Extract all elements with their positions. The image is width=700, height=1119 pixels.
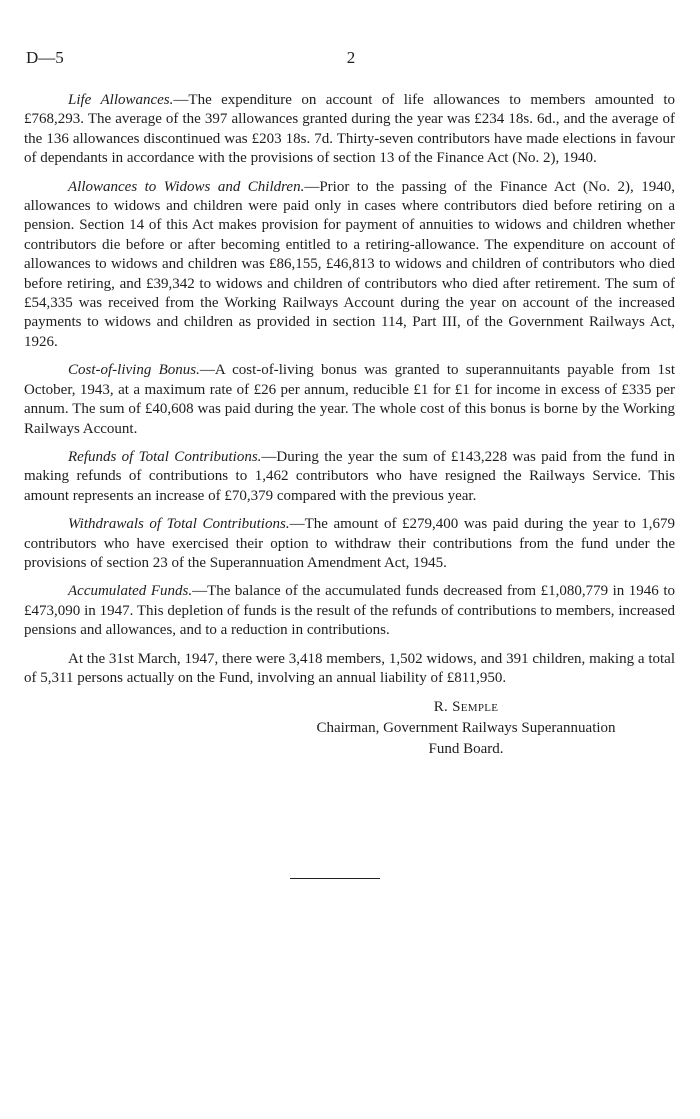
paragraph-title: Refunds of Total Contributions. (68, 448, 262, 465)
report-body (24, 91, 675, 760)
paragraph-text: —The expenditure on account of life allowances to members amounted to £768,293. The average of the 397 allowances granted during the year was £234 18s. 6d., and the average of the 136 allowances discontinued was £203 18s. 7d. Thirty-seven contributors have made elections in favour of dependants in accordance with the provisions of section 13 of the Finance Act (No. 2), 1940. (24, 92, 675, 167)
paragraph-title: Allowances to Widows and Children. (68, 178, 305, 195)
paragraph-membership-summary (24, 650, 675, 689)
paragraph-refunds (24, 448, 675, 506)
paragraph-title: Life Allowances. (68, 92, 174, 108)
paragraph-widows-children (24, 178, 675, 353)
paragraph-text: —The amount of £279,400 was paid during the year to 1,679 contributors who have exercised their option to withdraw their contributions from the fund under the provisions of section 23 of the Superannuation Amendment Act, 1945. (24, 516, 675, 571)
paragraph-text: —During the year the sum of £143,228 was paid from the fund in making refunds of contributions to 1,462 contributors who have resigned the Railways Service. This amount represents an increase of £70,379 compared with the previous year. (24, 448, 675, 504)
signatory-position: Chairman, Government Railways Superannuation (316, 720, 616, 737)
page-reference: D—5 (26, 48, 64, 67)
paragraph-text: —Prior to the passing of the Finance Act (No. 2), 1940, allowances to widows and children were paid only in cases where contributors died before retiring on a pension. Section 14 of this Act makes provision for payment of annuities to widows and children whether contributors die before or after becoming entitled to a retiring-allowance. The expenditure on account of allowances to widows and children was £86,155, £46,813 to widows and children of contributors who died before retiring, and £39,342 to widows and children of contributors who died after retirement. The sum of £54,335 was received from the Working Railways Account during the year on account of the increased payments to widows and children as provided in section 114, Part III, of the Government Railways Act, 1926. (24, 178, 676, 350)
paragraph-text: At the 31st March, 1947, there were 3,418 members, 1,502 widows, and 391 children, making a total of 5,311 persons actually on the Fund, involving an annual liability of £811,950. (24, 650, 675, 686)
paragraph-text: —The balance of the accumulated funds decreased from £1,080,779 in 1946 to £473,090 in 1947. This depletion of funds is the result of the refunds of contributions to members, increased pensions and allowances, and to a reduction in contributions. (24, 583, 675, 639)
paragraph-life-allowances (24, 91, 675, 169)
paragraph-title: Withdrawals of Total Contributions. (68, 516, 290, 533)
paragraph-accumulated-funds (24, 582, 675, 640)
signatory-position-continued: Fund Board. (428, 741, 504, 758)
page-number: 2 (346, 48, 356, 67)
page-header (26, 48, 676, 72)
paragraph-title: Cost-of-living Bonus. (68, 362, 200, 379)
paragraph-text: —A cost-of-living bonus was granted to superannuitants payable from 1st October, 1943, at a maximum rate of £26 per annum, reducible £1 for £1 for income in excess of £335 per annum. The sum of £40,608 was paid during the year. The whole cost of this bonus is borne by the Working Railways Account. (24, 362, 675, 437)
paragraph-title: Accumulated Funds. (68, 583, 193, 600)
paragraph-withdrawals (24, 515, 675, 573)
paragraph-cost-of-living-bonus (24, 361, 675, 439)
footer-rule (290, 878, 380, 879)
signatory-name: R. Semple (433, 699, 499, 716)
signature-block (286, 697, 646, 760)
